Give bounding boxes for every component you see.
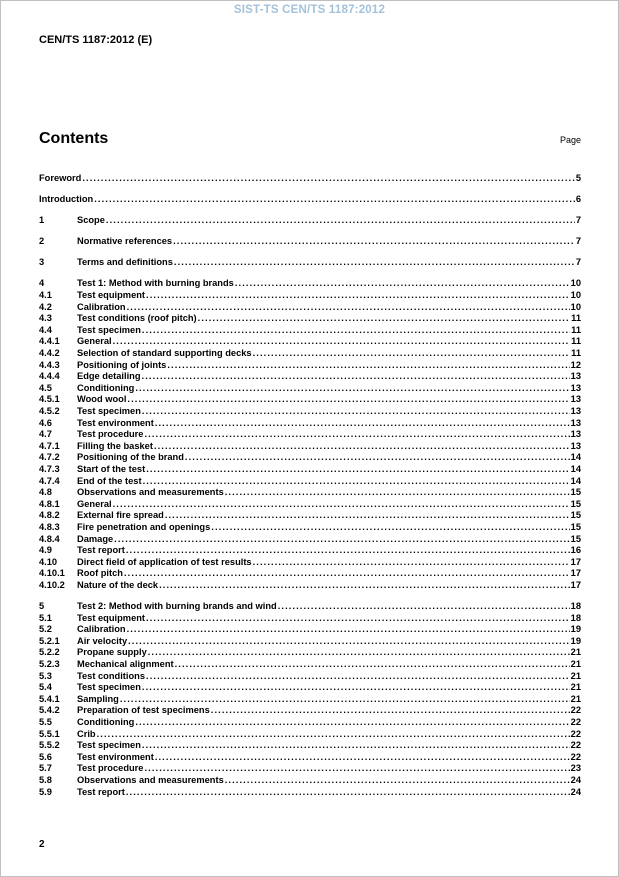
toc-entry <box>39 215 581 227</box>
toc-entry <box>39 336 581 348</box>
toc-entry-title: Propane supply <box>77 647 147 658</box>
toc-entry <box>39 740 581 752</box>
toc-entry-page: 13 <box>570 406 581 416</box>
toc-leader-dots <box>142 371 570 383</box>
toc-entry-number: 5.9 <box>39 786 52 797</box>
toc-entry-page: 11 <box>571 324 581 335</box>
toc-entry-title: Conditioning <box>77 716 135 727</box>
toc-leader-dots <box>155 752 570 764</box>
toc-entry <box>39 429 581 441</box>
toc-entry-title: Introduction <box>39 194 94 205</box>
toc-entry-page: 22 <box>570 716 581 727</box>
toc-entry-title: Test equipment <box>77 290 146 301</box>
toc-entry-number: 4.7.4 <box>39 475 60 486</box>
toc-entry-title: Test specimen <box>77 682 141 693</box>
toc-entry-title: Observations and measurements <box>77 774 224 785</box>
toc-entry-title: Test 2: Method with burning brands and wind <box>77 601 277 611</box>
toc-entry-number: 4.4.2 <box>39 348 60 359</box>
toc-entry-number: 5.2 <box>39 624 52 635</box>
toc-entry-page: 22 <box>570 751 581 762</box>
toc-entry-number: 4 <box>39 278 45 289</box>
toc-entry-title: Calibration <box>77 624 126 635</box>
toc-entry-number: 4.9 <box>39 545 52 556</box>
toc-entry-title: Test environment <box>77 417 154 428</box>
toc-leader-dots <box>128 636 570 648</box>
toc-entry-title: Test specimen <box>77 324 141 335</box>
toc-entry-number: 4.1 <box>39 290 52 301</box>
toc-entry-number: 5.5.2 <box>39 740 60 751</box>
toc-entry-title: Filling the basket <box>77 440 153 451</box>
toc-entry <box>39 325 581 337</box>
toc-entry <box>39 787 581 799</box>
toc-leader-dots <box>148 647 570 659</box>
toc-entry-page: 7 <box>575 215 581 226</box>
toc-leader-dots <box>174 257 575 269</box>
toc-entry-number: 5.4.2 <box>39 705 60 716</box>
toc-entry-page: 17 <box>570 579 581 590</box>
toc-entry-title: Test procedure <box>77 763 144 774</box>
toc-entry-page: 14 <box>570 475 581 486</box>
toc-entry-page: 14 <box>570 452 581 463</box>
toc-entry <box>39 464 581 476</box>
toc-entry-title: Observations and measurements <box>77 487 224 498</box>
toc-entry <box>39 694 581 706</box>
toc-entry-number: 5.3 <box>39 670 52 681</box>
toc-entry-page: 11 <box>571 348 581 359</box>
toc-entry-number: 4.2 <box>39 301 52 312</box>
toc-entry <box>39 671 581 683</box>
toc-entry <box>39 418 581 430</box>
toc-entry-number: 5.4.1 <box>39 693 60 704</box>
toc-entry-title: Scope <box>77 215 105 226</box>
toc-entry-number: 5.4 <box>39 682 52 693</box>
toc-leader-dots <box>142 406 570 418</box>
toc-entry <box>39 624 581 636</box>
toc-entry <box>39 487 581 499</box>
toc-entry-page: 11 <box>571 336 581 347</box>
toc-entry <box>39 360 581 372</box>
toc-entry <box>39 752 581 764</box>
toc-leader-dots <box>135 717 569 729</box>
document-reference: CEN/TS 1187:2012 (E) <box>39 34 153 46</box>
toc-entry-title: General <box>77 336 112 347</box>
toc-entry-page: 14 <box>570 463 581 474</box>
toc-entry <box>39 510 581 522</box>
toc-entry <box>39 568 581 580</box>
toc-entry-number: 4.5.1 <box>39 394 60 405</box>
toc-entry-page: 10 <box>570 278 581 289</box>
toc-entry-page: 7 <box>575 257 581 268</box>
toc-entry-page: 13 <box>570 429 581 440</box>
toc-entry <box>39 173 581 185</box>
toc-entry-title: Crib <box>77 728 96 739</box>
toc-entry-title: Test report <box>77 545 125 556</box>
toc-entry <box>39 383 581 395</box>
toc-leader-dots <box>144 763 569 775</box>
toc-entry-number: 5.2.1 <box>39 635 60 646</box>
toc-leader-dots <box>146 290 570 302</box>
toc-entry <box>39 313 581 325</box>
toc-entry-title: Edge detailing <box>77 371 141 382</box>
toc-leader-dots <box>185 452 570 464</box>
toc-entry-title: Foreword <box>39 173 82 183</box>
toc-entry-number: 4.4.3 <box>39 359 60 370</box>
toc-entry-page: 17 <box>570 556 581 567</box>
toc-entry-number: 4.4.1 <box>39 336 60 347</box>
toc-leader-dots <box>142 682 570 694</box>
toc-entry <box>39 705 581 717</box>
toc-entry-number: 4.3 <box>39 313 52 324</box>
toc-entry <box>39 302 581 314</box>
toc-entry <box>39 371 581 383</box>
contents-header <box>39 130 581 148</box>
toc-leader-dots <box>126 545 570 557</box>
watermark-text: SIST-TS CEN/TS 1187:2012 <box>233 4 386 16</box>
toc-entry-title: Air velocity <box>77 635 128 646</box>
toc-entry-page: 21 <box>570 647 581 658</box>
toc-entry-page: 16 <box>570 545 581 556</box>
toc-entry <box>39 717 581 729</box>
toc-entry <box>39 194 581 206</box>
toc-entry-title: Conditioning <box>77 382 135 393</box>
toc-entry-number: 5.7 <box>39 763 52 774</box>
toc-entry-title: Wood wool <box>77 394 127 405</box>
toc-entry-title: Roof pitch <box>77 568 123 579</box>
toc-entry-number: 4.10 <box>39 556 58 567</box>
toc-leader-dots <box>113 499 570 511</box>
toc-leader-dots <box>142 325 570 337</box>
toc-entry-title: Sampling <box>77 693 119 704</box>
toc-entry-title: Nature of the deck <box>77 579 159 590</box>
toc-leader-dots <box>167 360 569 372</box>
toc-leader-dots <box>127 394 569 406</box>
toc-entry-page: 21 <box>570 670 581 681</box>
toc-entry <box>39 476 581 488</box>
toc-leader-dots <box>173 236 575 248</box>
toc-entry-number: 4.10.2 <box>39 579 65 590</box>
toc-entry <box>39 682 581 694</box>
toc-entry <box>39 522 581 534</box>
toc-entry <box>39 601 581 613</box>
toc-entry-page: 17 <box>570 568 581 579</box>
toc-group <box>39 173 581 185</box>
toc-entry <box>39 257 581 269</box>
toc-entry-title: Test specimen <box>77 406 141 416</box>
toc-leader-dots <box>82 173 574 185</box>
toc-group <box>39 278 581 591</box>
toc-leader-dots <box>126 787 570 799</box>
toc-entry-title: Preparation of test specimens <box>77 705 210 716</box>
toc-leader-dots <box>142 740 570 752</box>
toc-entry <box>39 441 581 453</box>
toc-entry-page: 7 <box>575 236 581 247</box>
toc-entry <box>39 394 581 406</box>
toc-entry <box>39 348 581 360</box>
toc-entry <box>39 499 581 511</box>
toc-leader-dots <box>113 336 571 348</box>
toc-entry <box>39 647 581 659</box>
toc-entry <box>39 452 581 464</box>
toc-leader-dots <box>146 671 570 683</box>
toc-leader-dots <box>114 534 569 546</box>
toc-leader-dots <box>198 313 571 325</box>
toc-entry-title: Selection of standard supporting decks <box>77 348 252 359</box>
toc-entry-number: 5.2.3 <box>39 658 60 669</box>
toc-entry-page: 6 <box>575 194 581 205</box>
toc-group <box>39 257 581 269</box>
toc-entry-page: 19 <box>570 624 581 635</box>
toc-entry-page: 13 <box>570 394 581 405</box>
toc-entry-title: Test conditions <box>77 670 146 681</box>
toc-leader-dots <box>253 348 571 360</box>
toc-entry-number: 4.8.3 <box>39 521 60 532</box>
toc-leader-dots <box>146 464 569 476</box>
toc-entry-page: 22 <box>570 705 581 716</box>
toc-entry-title: Start of the test <box>77 463 146 474</box>
toc-entry-page: 18 <box>570 601 581 611</box>
toc-entry-number: 4.7.2 <box>39 452 60 463</box>
page-number: 2 <box>39 839 45 850</box>
toc-entry-page: 24 <box>570 786 581 797</box>
toc-leader-dots <box>225 775 570 787</box>
toc-entry-title: Calibration <box>77 301 126 312</box>
toc-entry-title: Normative references <box>77 236 173 247</box>
toc-entry-page: 15 <box>570 498 581 509</box>
toc-entry-page: 13 <box>570 382 581 393</box>
toc-entry-number: 5 <box>39 601 45 611</box>
toc-entry-title: Fire penetration and openings <box>77 521 211 532</box>
toc-entry-page: 10 <box>570 290 581 301</box>
toc-leader-dots <box>225 487 570 499</box>
toc-entry-page: 18 <box>570 612 581 623</box>
toc-entry <box>39 659 581 671</box>
toc-entry-number: 4.6 <box>39 417 52 428</box>
toc-entry-page: 12 <box>570 359 581 370</box>
toc-entry-number: 4.10.1 <box>39 568 65 579</box>
toc-leader-dots <box>235 278 570 290</box>
toc-entry-title: Test equipment <box>77 612 146 623</box>
toc-entry-title: Test conditions (roof pitch) <box>77 313 197 324</box>
toc-leader-dots <box>143 476 570 488</box>
toc-leader-dots <box>106 215 575 227</box>
toc-entry-number: 4.4 <box>39 324 52 335</box>
toc-entry-title: Test environment <box>77 751 154 762</box>
toc-entry-title: Test specimen <box>77 740 141 751</box>
toc-group <box>39 215 581 227</box>
toc-entry-page: 13 <box>570 440 581 451</box>
toc-entry-number: 4.8.1 <box>39 498 60 509</box>
toc-entry-number: 2 <box>39 236 45 247</box>
toc-entry-number: 4.5.2 <box>39 406 60 416</box>
toc-entry-title: Terms and definitions <box>77 257 173 268</box>
toc-entry-title: Direct field of application of test results <box>77 556 252 567</box>
toc-leader-dots <box>94 194 575 206</box>
toc-entry-page: 11 <box>571 313 581 324</box>
toc-entry-page: 15 <box>570 487 581 498</box>
toc-entry-page: 13 <box>570 417 581 428</box>
toc-entry-number: 5.2.2 <box>39 647 60 658</box>
toc-leader-dots <box>159 580 570 592</box>
toc-entry-number: 4.4.4 <box>39 371 60 382</box>
toc-leader-dots <box>154 441 570 453</box>
toc-entry-page: 21 <box>570 693 581 704</box>
toc-entry <box>39 763 581 775</box>
toc-leader-dots <box>144 429 569 441</box>
toc-entry <box>39 236 581 248</box>
toc-entry-page: 19 <box>570 635 581 646</box>
toc-entry <box>39 557 581 569</box>
toc-leader-dots <box>155 418 570 430</box>
toc-entry-title: Positioning of the brand <box>77 452 184 463</box>
toc-leader-dots <box>127 624 570 636</box>
toc-entry-title: Test 1: Method with burning brands <box>77 278 234 289</box>
toc-entry-number: 3 <box>39 257 45 268</box>
toc-entry-title: Test report <box>77 786 125 797</box>
toc-entry-title: Positioning of joints <box>77 359 167 370</box>
toc-entry-page: 15 <box>570 533 581 544</box>
toc-entry-number: 5.5 <box>39 716 52 727</box>
toc-entry <box>39 636 581 648</box>
toc-entry-number: 4.7.1 <box>39 440 60 451</box>
toc-entry-page: 10 <box>570 301 581 312</box>
toc-leader-dots <box>127 302 570 314</box>
toc-group <box>39 601 581 798</box>
toc-entry-title: End of the test <box>77 475 142 486</box>
toc-entry-number: 5.1 <box>39 612 52 623</box>
toc-entry-number: 4.7 <box>39 429 52 440</box>
toc-entry <box>39 545 581 557</box>
contents-title: Contents <box>39 130 109 147</box>
toc-entry-number: 4.8.4 <box>39 533 60 544</box>
toc-entry-page: 23 <box>570 763 581 774</box>
toc-entry <box>39 534 581 546</box>
toc-entry-page: 22 <box>570 728 581 739</box>
toc-entry-page: 22 <box>570 740 581 751</box>
toc-entry-page: 24 <box>570 774 581 785</box>
page-column-label: Page <box>559 135 581 145</box>
toc-leader-dots <box>97 729 570 741</box>
toc-leader-dots <box>278 601 570 613</box>
toc-entry-page: 15 <box>570 510 581 521</box>
toc-entry-title: Damage <box>77 533 114 544</box>
toc-leader-dots <box>211 705 570 717</box>
toc-entry-page: 21 <box>570 682 581 693</box>
toc-group <box>39 236 581 248</box>
toc-entry-number: 5.6 <box>39 751 52 762</box>
toc-entry <box>39 278 581 290</box>
toc-leader-dots <box>253 557 570 569</box>
toc-entry-number: 4.5 <box>39 382 52 393</box>
toc-leader-dots <box>175 659 570 671</box>
toc-leader-dots <box>211 522 569 534</box>
toc-entry-title: Test procedure <box>77 429 144 440</box>
toc-leader-dots <box>124 568 570 580</box>
toc-entry <box>39 580 581 592</box>
toc-leader-dots <box>165 510 570 522</box>
toc-entry <box>39 729 581 741</box>
toc-entry <box>39 775 581 787</box>
toc-entry-title: External fire spread <box>77 510 164 521</box>
toc-group <box>39 194 581 206</box>
toc-entry-number: 4.8.2 <box>39 510 60 521</box>
toc-entry-title: Mechanical alignment <box>77 658 174 669</box>
toc-leader-dots <box>135 383 569 395</box>
toc-entry <box>39 613 581 625</box>
toc-entry-number: 5.8 <box>39 774 52 785</box>
toc-entry-page: 21 <box>570 658 581 669</box>
toc-entry <box>39 290 581 302</box>
toc-entry-number: 1 <box>39 215 45 226</box>
toc-leader-dots <box>146 613 570 625</box>
toc-entry-title: General <box>77 498 112 509</box>
toc-entry-page: 13 <box>570 371 581 382</box>
toc-entry-page: 5 <box>575 173 581 183</box>
toc-entry-number: 4.8 <box>39 487 52 498</box>
toc-entry-number: 5.5.1 <box>39 728 60 739</box>
toc-leader-dots <box>120 694 570 706</box>
toc-entry <box>39 406 581 418</box>
toc-entry-number: 4.7.3 <box>39 463 60 474</box>
toc-list <box>39 173 581 808</box>
toc-entry-page: 15 <box>570 521 581 532</box>
